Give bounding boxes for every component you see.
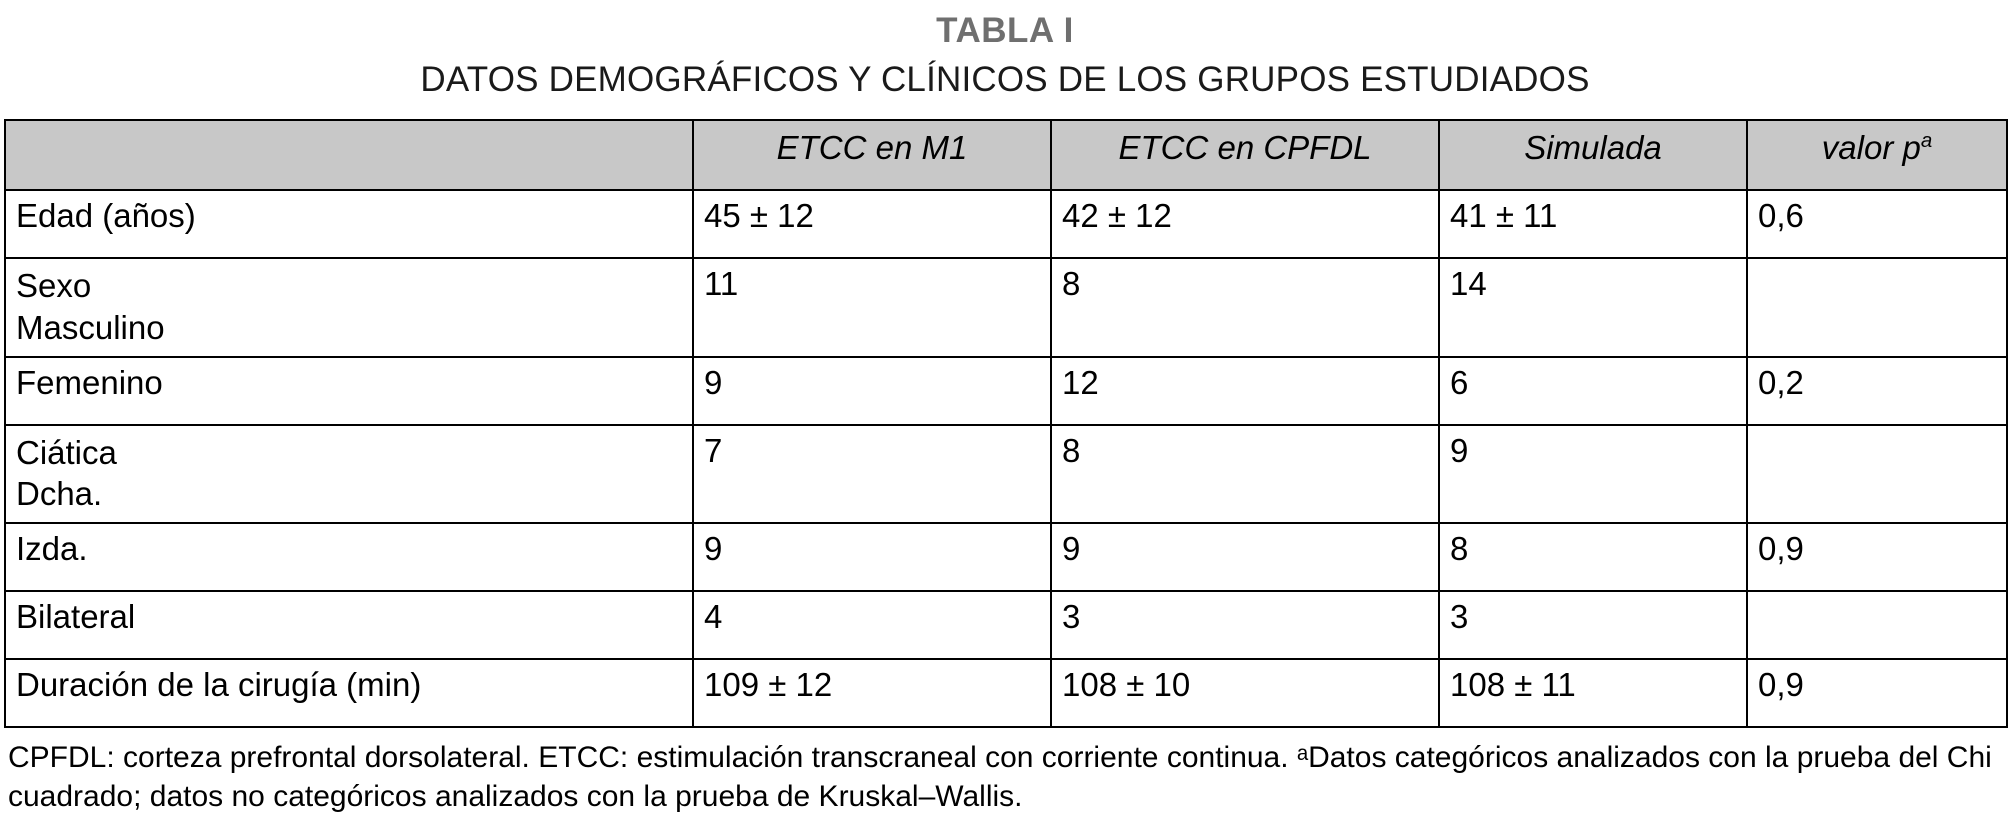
table-row <box>5 659 2007 727</box>
header-valor-p-superscript: a <box>1920 129 1933 153</box>
row-value-etcc-m1: 45 ± 12 <box>693 190 1051 258</box>
row-label: Izda. <box>5 523 693 591</box>
header-cell-corner <box>5 120 693 190</box>
table-row <box>5 425 2007 524</box>
row-value-etcc-cpfdl: 8 <box>1051 258 1439 357</box>
row-value-valor-p: 0,6 <box>1747 190 2007 258</box>
row-value-etcc-m1: 9 <box>693 357 1051 425</box>
table-row <box>5 357 2007 425</box>
row-value-etcc-cpfdl: 108 ± 10 <box>1051 659 1439 727</box>
row-value-simulada: 3 <box>1439 591 1747 659</box>
row-value-valor-p: 0,2 <box>1747 357 2007 425</box>
row-value-etcc-cpfdl: 9 <box>1051 523 1439 591</box>
table-footnote: CPFDL: corteza prefrontal dorsolateral. ETCC: estimulación transcraneal con corriente continua. ᵃDatos categóricos analizados con la prueba del Chi cuadrado; datos no categóricos analizados con la prueba de Kruskal–Wallis. <box>8 741 1992 814</box>
row-label <box>5 425 693 524</box>
table-body <box>5 190 2007 727</box>
table-label: TABLA I <box>936 11 1074 50</box>
table-container <box>0 119 2010 728</box>
row-value-simulada: 8 <box>1439 523 1747 591</box>
row-value-valor-p <box>1747 425 2007 524</box>
row-value-etcc-m1: 109 ± 12 <box>693 659 1051 727</box>
row-value-valor-p <box>1747 591 2007 659</box>
row-value-etcc-m1: 7 <box>693 425 1051 524</box>
row-value-valor-p: 0,9 <box>1747 659 2007 727</box>
header-cell-simulada: Simulada <box>1439 120 1747 190</box>
table-row <box>5 591 2007 659</box>
row-label: Femenino <box>5 357 693 425</box>
row-label-line1: Sexo <box>16 267 92 305</box>
header-valor-p-text: valor p <box>1821 129 1921 167</box>
header-cell-valor-p <box>1747 120 2007 190</box>
row-label: Edad (años) <box>5 190 693 258</box>
row-label-line2: Dcha. <box>16 475 103 513</box>
row-value-valor-p <box>1747 258 2007 357</box>
row-value-simulada: 6 <box>1439 357 1747 425</box>
table-row <box>5 190 2007 258</box>
row-value-etcc-cpfdl: 42 ± 12 <box>1051 190 1439 258</box>
table-header-row <box>5 120 2007 190</box>
row-value-etcc-cpfdl: 8 <box>1051 425 1439 524</box>
table-row <box>5 523 2007 591</box>
row-value-simulada: 14 <box>1439 258 1747 357</box>
row-label-line1: Ciática <box>16 433 117 471</box>
row-value-etcc-cpfdl: 3 <box>1051 591 1439 659</box>
row-value-simulada: 108 ± 11 <box>1439 659 1747 727</box>
header-cell-etcc-cpfdl: ETCC en CPFDL <box>1051 120 1439 190</box>
row-label <box>5 258 693 357</box>
row-value-valor-p: 0,9 <box>1747 523 2007 591</box>
row-value-etcc-m1: 4 <box>693 591 1051 659</box>
demographics-table <box>4 119 2008 728</box>
row-label-line2: Masculino <box>16 308 165 346</box>
row-value-etcc-m1: 11 <box>693 258 1051 357</box>
row-label: Duración de la cirugía (min) <box>5 659 693 727</box>
table-caption: DATOS DEMOGRÁFICOS Y CLÍNICOS DE LOS GRUPOS ESTUDIADOS <box>420 59 1590 99</box>
title-block <box>0 10 2010 101</box>
header-cell-etcc-m1: ETCC en M1 <box>693 120 1051 190</box>
row-value-etcc-cpfdl: 12 <box>1051 357 1439 425</box>
table-row <box>5 258 2007 357</box>
table-header <box>5 120 2007 190</box>
row-value-simulada: 9 <box>1439 425 1747 524</box>
row-value-etcc-m1: 9 <box>693 523 1051 591</box>
row-value-simulada: 41 ± 11 <box>1439 190 1747 258</box>
row-label: Bilateral <box>5 591 693 659</box>
